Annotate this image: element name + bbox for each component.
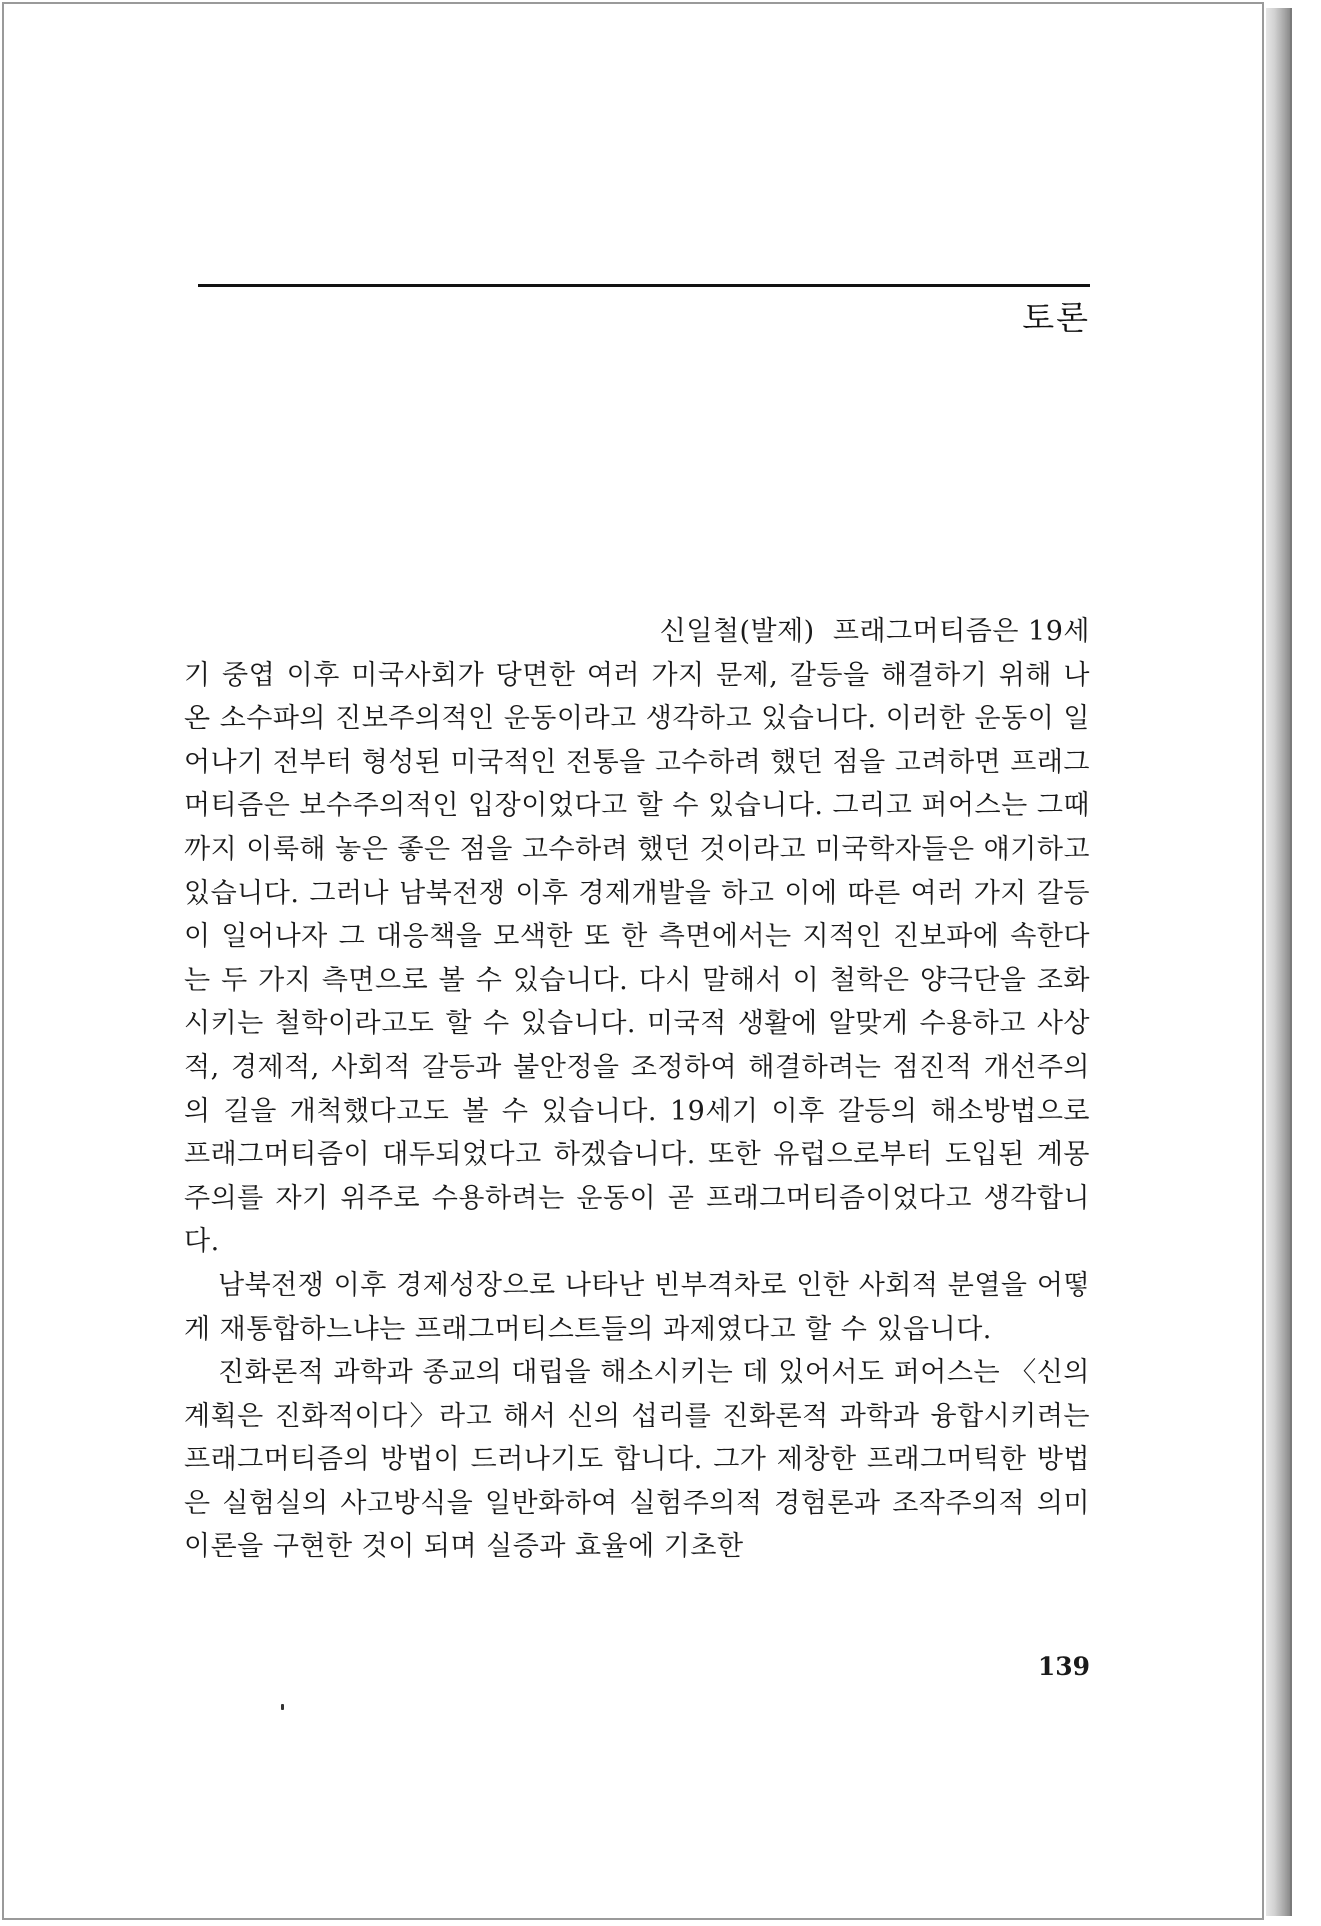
page-number: 139: [1037, 1652, 1090, 1681]
paragraph-1-lead-line: [184, 610, 1090, 654]
paragraph-1-body: 기 중엽 이후 미국사회가 당면한 여러 가지 문제, 갈등을 해결하기 위해 나온 소수파의 진보주의적인 운동이라고 생각하고 있습니다. 이러한 운동이 일어나기 전부터 형성된 미국적인 전통을 고수하려 했던 점을 고려하면 프래그머티즘은 보수주의적인 입장이었다고 할 수 있습니다. 그리고 퍼어스는 그때까지 이룩해 놓은 좋은 점을 고수하려 했던 것이라고 미국학자들은 얘기하고 있습니다. 그러나 남북전쟁 이후 경제개발을 하고 이에 따른 여러 가지 갈등이 일어나자 그 대응책을 모색한 또 한 측면에서는 지적인 진보파에 속한다는 두 가지 측면으로 볼 수 있습니다. 다시 말해서 이 철학은 양극단을 조화시키는 철학이라고도 할 수 있습니다. 미국적 생활에 알맞게 수용하고 사상적, 경제적, 사회적 갈등과 불안정을 조정하여 해결하려는 점진적 개선주의의 길을 개척했다고도 볼 수 있습니다. 19세기 이후 갈등의 해소방법으로 프래그머티즘이 대두되었다고 하겠습니다. 또한 유럽으로부터 도입된 계몽주의를 자기 위주로 수용하려는 운동이 곧 프래그머티즘이었다고 생각합니다.: [184, 659, 1090, 1258]
body-text: [184, 610, 1090, 1569]
opening-words: 프래그머티즘은 19세: [832, 616, 1090, 647]
paragraph-3: 진화론적 과학과 종교의 대립을 해소시키는 데 있어서도 퍼어스는 〈신의 계획은 진화적이다〉라고 해서 신의 섭리를 진화론적 과학과 융합시키려는 프래그머티즘의 방법이 드러나기도 합니다. 그가 제창한 프래그머틱한 방법은 실험실의 사고방식을 일반화하여 실험주의적 경험론과 조작주의적 의미이론을 구현한 것이 되며 실증과 효율에 기초한: [184, 1357, 1090, 1563]
page-edge-shadow: [1266, 8, 1292, 1916]
paragraph-1: [184, 610, 1090, 1264]
running-title: 토론: [1022, 298, 1090, 337]
ink-speck: [281, 1704, 284, 1710]
paragraph-2: 남북전쟁 이후 경제성장으로 나타난 빈부격차로 인한 사회적 분열을 어떻게 재통합하느냐는 프래그머티스트들의 과제였다고 할 수 있읍니다.: [184, 1269, 1090, 1345]
speaker-name: 신일철(발제): [659, 616, 815, 647]
header-rule: [198, 284, 1090, 287]
